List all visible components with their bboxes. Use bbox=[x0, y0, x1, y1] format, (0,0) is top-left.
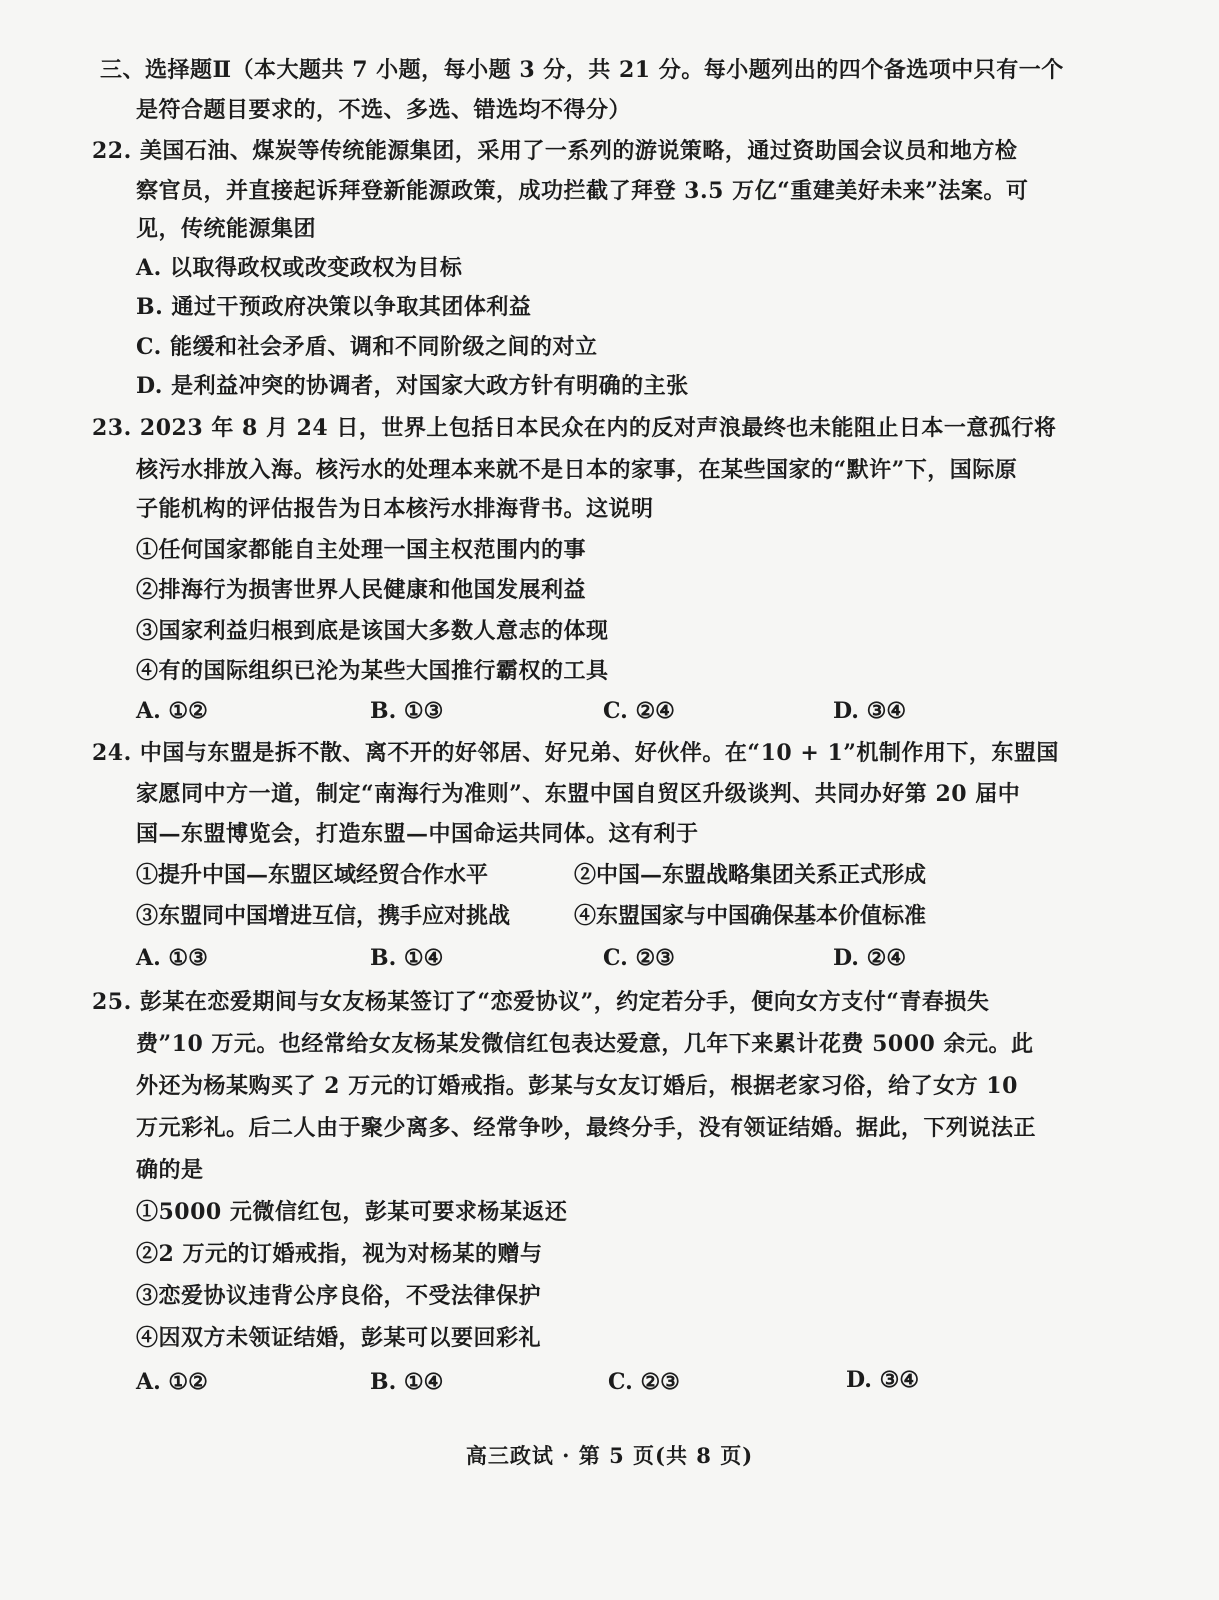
q25-stem: 25. 彭某在恋爱期间与女友杨某签订了“恋爱协议”，约定若分手，便向女方支付“青春损失 bbox=[92, 989, 990, 1015]
q22-stem: 察官员，并直接起诉拜登新能源政策，成功拦截了拜登 3.5 万亿“重建美好未来”法案。可 bbox=[136, 178, 1029, 204]
q24-statement-4: ④东盟国家与中国确保基本价值标准 bbox=[574, 903, 927, 929]
q23-statement-1: ①任何国家都能自主处理一国主权范围内的事 bbox=[136, 537, 587, 563]
q23-statement-4: ④有的国际组织已沦为某些大国推行霸权的工具 bbox=[136, 658, 609, 684]
q22-stem: 22. 美国石油、煤炭等传统能源集团，采用了一系列的游说策略，通过资助国会议员和地方检 bbox=[92, 138, 1018, 164]
q25-option-a: A. ①② bbox=[136, 1369, 208, 1395]
q23-stem: 核污水排放入海。核污水的处理本来就不是日本的家事，在某些国家的“默许”下，国际原 bbox=[136, 457, 1018, 483]
q22-stem: 见，传统能源集团 bbox=[136, 216, 317, 242]
q23-option-c: C. ②④ bbox=[603, 698, 675, 724]
q22-option-c: C. 能缓和社会矛盾、调和不同阶级之间的对立 bbox=[136, 334, 598, 360]
q25-option-b: B. ①④ bbox=[370, 1369, 444, 1395]
q25-stem: 费”10 万元。也经常给女友杨某发微信红包表达爱意，几年下来累计花费 5000 余元。此 bbox=[136, 1031, 1034, 1057]
q24-stem: 国—东盟博览会，打造东盟—中国命运共同体。这有利于 bbox=[136, 821, 699, 847]
q23-stem: 子能机构的评估报告为日本核污水排海背书。这说明 bbox=[136, 496, 654, 522]
q23-statement-3: ③国家利益归根到底是该国大多数人意志的体现 bbox=[136, 618, 609, 644]
q25-option-c: C. ②③ bbox=[608, 1369, 680, 1395]
q25-statement-2: ②2 万元的订婚戒指，视为对杨某的赠与 bbox=[136, 1241, 543, 1267]
q24-statement-3: ③东盟同中国增进互信，携手应对挑战 bbox=[136, 903, 511, 929]
q23-stem: 23. 2023 年 8 月 24 日，世界上包括日本民众在内的反对声浪最终也未能阻止日本一意孤行将 bbox=[92, 415, 1057, 441]
section-header: 三、选择题Ⅱ（本大题共 7 小题，每小题 3 分，共 21 分。每小题列出的四个备选项中只有一个 bbox=[100, 57, 1064, 83]
q24-option-c: C. ②③ bbox=[603, 945, 675, 971]
q25-stem: 确的是 bbox=[136, 1157, 204, 1183]
section-header-cont: 是符合题目要求的，不选、多选、错选均不得分） bbox=[136, 97, 632, 123]
page-footer: 高三政试 · 第 5 页(共 8 页) bbox=[465, 1443, 754, 1468]
q24-stem: 24. 中国与东盟是拆不散、离不开的好邻居、好兄弟、好伙伴。在“10 + 1”机制作用下，东盟国 bbox=[92, 740, 1059, 766]
q24-option-a: A. ①③ bbox=[136, 945, 208, 971]
q22-option-a: A. 以取得政权或改变政权为目标 bbox=[136, 255, 463, 281]
q24-statement-2: ②中国—东盟战略集团关系正式形成 bbox=[574, 862, 927, 888]
q22-option-b: B. 通过干预政府决策以争取其团体利益 bbox=[136, 294, 532, 320]
q24-option-b: B. ①④ bbox=[370, 945, 444, 971]
q25-statement-3: ③恋爱协议违背公序良俗，不受法律保护 bbox=[136, 1283, 542, 1309]
q25-stem: 万元彩礼。后二人由于聚少离多、经常争吵，最终分手，没有领证结婚。据此，下列说法正 bbox=[136, 1115, 1037, 1141]
q23-statement-2: ②排海行为损害世界人民健康和他国发展利益 bbox=[136, 577, 587, 603]
q22-option-d: D. 是利益冲突的协调者，对国家大政方针有明确的主张 bbox=[136, 373, 689, 399]
q24-stem: 家愿同中方一道，制定“南海行为准则”、东盟中国自贸区升级谈判、共同办好第 20 届中 bbox=[136, 781, 1021, 807]
q25-statement-4: ④因双方未领证结婚，彭某可以要回彩礼 bbox=[136, 1325, 542, 1351]
q23-option-d: D. ③④ bbox=[833, 698, 907, 724]
q25-option-d: D. ③④ bbox=[846, 1367, 920, 1393]
q25-stem: 外还为杨某购买了 2 万元的订婚戒指。彭某与女友订婚后，根据老家习俗，给了女方 10 bbox=[136, 1073, 1018, 1099]
q24-option-d: D. ②④ bbox=[833, 945, 907, 971]
q23-option-a: A. ①② bbox=[136, 698, 208, 724]
q24-statement-1: ①提升中国—东盟区域经贸合作水平 bbox=[136, 862, 489, 888]
q23-option-b: B. ①③ bbox=[370, 698, 444, 724]
q25-statement-1: ①5000 元微信红包，彭某可要求杨某返还 bbox=[136, 1199, 568, 1225]
